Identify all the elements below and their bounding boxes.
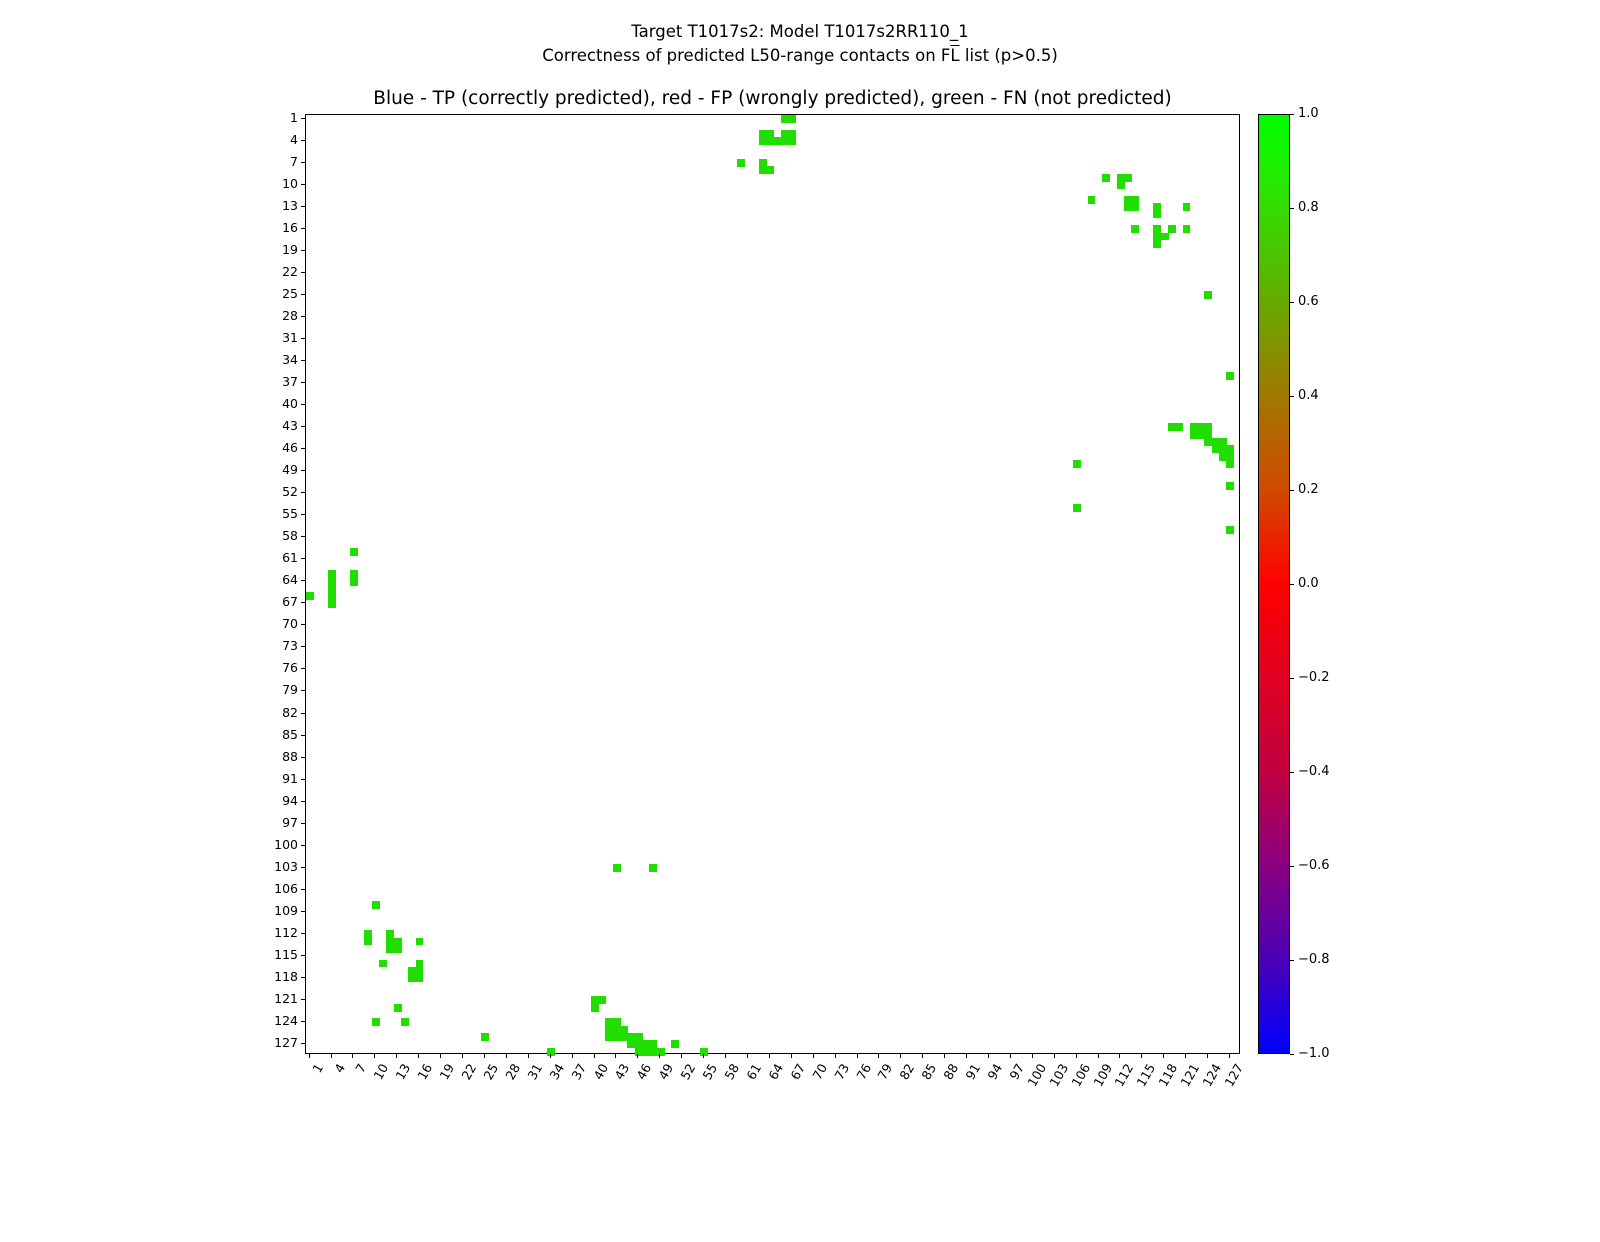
x-tick-label: 85 xyxy=(918,1061,940,1083)
colorbar-tick-label: −0.6 xyxy=(1298,858,1330,873)
contact-cell xyxy=(416,974,424,982)
y-tick-mark xyxy=(301,889,305,890)
x-tick-label: 115 xyxy=(1133,1061,1159,1090)
contact-cell xyxy=(379,960,387,968)
x-tick-mark xyxy=(1229,1054,1230,1058)
contact-cell xyxy=(1153,210,1161,218)
x-tick-label: 43 xyxy=(611,1061,633,1083)
y-tick-mark xyxy=(301,646,305,647)
y-tick-label: 34 xyxy=(282,352,298,368)
y-tick-mark xyxy=(301,360,305,361)
colorbar-tick-mark xyxy=(1290,866,1294,867)
y-tick-mark xyxy=(301,602,305,603)
x-tick-label: 70 xyxy=(808,1061,830,1083)
x-tick-mark xyxy=(857,1054,858,1058)
colorbar-tick-mark xyxy=(1290,678,1294,679)
y-tick-mark xyxy=(301,558,305,559)
x-tick-label: 112 xyxy=(1111,1061,1137,1090)
x-tick-label: 106 xyxy=(1067,1061,1093,1090)
x-tick-label: 127 xyxy=(1221,1061,1247,1090)
contact-cell xyxy=(1183,203,1191,211)
y-tick-label: 7 xyxy=(290,153,298,169)
y-tick-label: 106 xyxy=(274,880,298,896)
y-tick-label: 88 xyxy=(282,748,298,764)
colorbar-tick-mark xyxy=(1290,208,1294,209)
contact-cell xyxy=(547,1048,555,1056)
y-tick-mark xyxy=(301,118,305,119)
contact-cell xyxy=(328,600,336,608)
x-tick-mark xyxy=(615,1054,616,1058)
y-tick-mark xyxy=(301,470,305,471)
colorbar-tick-mark xyxy=(1290,584,1294,585)
y-tick-mark xyxy=(301,735,305,736)
y-tick-mark xyxy=(301,228,305,229)
y-tick-mark xyxy=(301,955,305,956)
x-tick-mark xyxy=(1032,1054,1033,1058)
y-tick-mark xyxy=(301,713,305,714)
x-tick-mark xyxy=(747,1054,748,1058)
contact-cell xyxy=(364,938,372,946)
x-tick-mark xyxy=(440,1054,441,1058)
contact-map-plot xyxy=(305,114,1240,1054)
x-tick-label: 10 xyxy=(370,1061,392,1083)
contact-cell xyxy=(1161,233,1169,241)
y-tick-mark xyxy=(301,316,305,317)
x-tick-mark xyxy=(528,1054,529,1058)
y-tick-label: 118 xyxy=(274,968,298,984)
x-tick-mark xyxy=(659,1054,660,1058)
suptitle-line-2-pre: Correctness of predicted L50-range contacts on F xyxy=(542,46,951,65)
colorbar-tick-mark xyxy=(1290,490,1294,491)
x-tick-mark xyxy=(878,1054,879,1058)
x-tick-label: 88 xyxy=(940,1061,962,1083)
y-tick-label: 94 xyxy=(282,792,298,808)
y-tick-mark xyxy=(301,250,305,251)
y-tick-label: 28 xyxy=(282,307,298,323)
x-tick-label: 37 xyxy=(567,1061,589,1083)
x-tick-mark xyxy=(944,1054,945,1058)
y-tick-label: 31 xyxy=(282,329,298,345)
y-tick-mark xyxy=(301,184,305,185)
y-tick-label: 58 xyxy=(282,528,298,544)
x-tick-label: 61 xyxy=(743,1061,765,1083)
contact-cell xyxy=(649,864,657,872)
y-tick-label: 43 xyxy=(282,418,298,434)
x-tick-mark xyxy=(703,1054,704,1058)
x-tick-label: 100 xyxy=(1024,1061,1050,1090)
colorbar-tick-label: 0.0 xyxy=(1298,576,1319,591)
contact-cell xyxy=(613,864,621,872)
y-tick-mark xyxy=(301,1043,305,1044)
colorbar-tick-label: 1.0 xyxy=(1298,106,1319,121)
contact-cell xyxy=(1124,174,1132,182)
y-tick-mark xyxy=(301,162,305,163)
colorbar-tick-label: 0.6 xyxy=(1298,294,1319,309)
colorbar-tick-label: 0.4 xyxy=(1298,388,1319,403)
y-tick-label: 46 xyxy=(282,440,298,456)
y-tick-mark xyxy=(301,779,305,780)
contact-cell xyxy=(1073,460,1081,468)
contact-cell xyxy=(350,548,358,556)
y-tick-label: 121 xyxy=(274,990,298,1006)
x-tick-label: 118 xyxy=(1155,1061,1181,1090)
x-tick-label: 28 xyxy=(502,1061,524,1083)
x-tick-label: 34 xyxy=(546,1061,567,1083)
contact-cell xyxy=(700,1048,708,1056)
x-tick-mark xyxy=(506,1054,507,1058)
y-tick-mark xyxy=(301,382,305,383)
colorbar-tick-mark xyxy=(1290,772,1294,773)
contact-cell xyxy=(1175,423,1183,431)
y-tick-label: 70 xyxy=(282,616,298,632)
x-tick-label: 67 xyxy=(787,1061,809,1083)
colorbar-tick-label: −0.2 xyxy=(1298,670,1330,685)
x-tick-label: 25 xyxy=(480,1061,502,1083)
x-tick-label: 124 xyxy=(1199,1061,1225,1090)
y-tick-mark xyxy=(301,668,305,669)
contact-cell xyxy=(1153,240,1161,248)
x-tick-mark xyxy=(922,1054,923,1058)
x-tick-mark xyxy=(1141,1054,1142,1058)
y-tick-mark xyxy=(301,448,305,449)
contact-cell xyxy=(1168,225,1176,233)
contact-cell xyxy=(657,1048,665,1056)
y-tick-label: 82 xyxy=(282,704,298,720)
y-tick-mark xyxy=(301,426,305,427)
contact-cell xyxy=(306,592,314,600)
contact-cell xyxy=(788,137,796,145)
y-tick-mark xyxy=(301,1021,305,1022)
contact-cells-layer xyxy=(306,115,1239,1053)
x-tick-label: 55 xyxy=(699,1061,721,1083)
x-tick-label: 121 xyxy=(1177,1061,1203,1090)
y-tick-mark xyxy=(301,272,305,273)
x-tick-mark xyxy=(1119,1054,1120,1058)
y-tick-label: 16 xyxy=(282,219,298,235)
x-tick-label: 16 xyxy=(414,1061,436,1083)
x-tick-mark xyxy=(681,1054,682,1058)
y-tick-mark xyxy=(301,977,305,978)
x-tick-label: 49 xyxy=(655,1061,677,1083)
x-tick-mark xyxy=(396,1054,397,1058)
x-tick-label: 13 xyxy=(392,1061,414,1083)
contact-cell xyxy=(350,578,358,586)
y-tick-label: 22 xyxy=(282,263,298,279)
x-tick-label: 97 xyxy=(1006,1061,1028,1083)
y-tick-label: 73 xyxy=(282,638,298,654)
x-tick-label: 94 xyxy=(984,1061,1006,1083)
axes-title: Blue - TP (correctly predicted), red - FP (wrongly predicted), green - FN (not predicted) xyxy=(373,88,1172,109)
y-tick-label: 97 xyxy=(282,814,298,830)
y-tick-label: 64 xyxy=(282,572,298,588)
x-tick-mark xyxy=(1207,1054,1208,1058)
x-tick-label: 46 xyxy=(633,1061,655,1083)
y-tick-label: 127 xyxy=(274,1034,298,1050)
x-tick-mark xyxy=(1098,1054,1099,1058)
x-tick-label: 58 xyxy=(721,1061,743,1083)
x-tick-label: 19 xyxy=(436,1061,458,1083)
x-tick-mark xyxy=(1076,1054,1077,1058)
contact-cell xyxy=(1131,203,1139,211)
x-tick-mark xyxy=(637,1054,638,1058)
x-tick-mark xyxy=(572,1054,573,1058)
x-tick-label: 64 xyxy=(765,1061,787,1083)
contact-cell xyxy=(671,1040,679,1048)
x-tick-mark xyxy=(725,1054,726,1058)
x-tick-label: 82 xyxy=(896,1061,918,1083)
y-tick-label: 40 xyxy=(282,396,298,412)
y-tick-label: 124 xyxy=(274,1012,298,1028)
y-tick-label: 109 xyxy=(274,902,298,918)
x-tick-mark xyxy=(835,1054,836,1058)
contact-cell xyxy=(416,938,424,946)
contact-cell xyxy=(737,159,745,167)
y-tick-label: 76 xyxy=(282,660,298,676)
y-tick-mark xyxy=(301,492,305,493)
contact-cell xyxy=(481,1033,489,1041)
contact-cell xyxy=(1226,526,1234,534)
y-tick-mark xyxy=(301,338,305,339)
y-tick-mark xyxy=(301,911,305,912)
x-tick-label: 40 xyxy=(589,1061,611,1083)
x-tick-mark xyxy=(1010,1054,1011,1058)
colorbar-tick-label: −1.0 xyxy=(1298,1046,1330,1061)
contact-cell xyxy=(1226,460,1234,468)
x-tick-label: 1 xyxy=(308,1061,326,1076)
colorbar-tick-label: −0.8 xyxy=(1298,952,1330,967)
suptitle-line-2 xyxy=(0,44,1600,68)
y-tick-mark xyxy=(301,801,305,802)
x-tick-label: 4 xyxy=(330,1061,348,1076)
suptitle-line-1: Target T1017s2: Model T1017s2RR110_1 xyxy=(631,22,969,41)
y-tick-label: 79 xyxy=(282,682,298,698)
x-tick-mark xyxy=(1163,1054,1164,1058)
colorbar-tick-label: 0.2 xyxy=(1298,482,1319,497)
x-tick-mark xyxy=(352,1054,353,1058)
x-tick-mark xyxy=(418,1054,419,1058)
x-tick-mark xyxy=(1185,1054,1186,1058)
suptitle-line-2-post: list (p>0.5) xyxy=(959,46,1058,65)
colorbar xyxy=(1258,114,1290,1054)
x-tick-mark xyxy=(813,1054,814,1058)
contact-cell xyxy=(766,166,774,174)
colorbar-tick-mark xyxy=(1290,396,1294,397)
y-tick-label: 4 xyxy=(290,131,298,147)
contact-cell xyxy=(394,1004,402,1012)
y-tick-label: 52 xyxy=(282,484,298,500)
x-tick-label: 52 xyxy=(677,1061,699,1083)
x-tick-label: 91 xyxy=(962,1061,984,1083)
contact-cell xyxy=(598,996,606,1004)
colorbar-tick-mark xyxy=(1290,114,1294,115)
contact-cell xyxy=(1073,504,1081,512)
colorbar-tick-mark xyxy=(1290,960,1294,961)
x-tick-mark xyxy=(900,1054,901,1058)
y-tick-label: 37 xyxy=(282,374,298,390)
y-tick-mark xyxy=(301,404,305,405)
x-tick-mark xyxy=(462,1054,463,1058)
x-tick-mark xyxy=(769,1054,770,1058)
y-tick-label: 10 xyxy=(282,175,298,191)
suptitle-overline-text: $\overline{L}$ xyxy=(950,46,960,65)
colorbar-tick-label: 0.8 xyxy=(1298,200,1319,215)
y-tick-mark xyxy=(301,690,305,691)
contact-cell xyxy=(401,1018,409,1026)
y-tick-mark xyxy=(301,624,305,625)
y-tick-label: 67 xyxy=(282,594,298,610)
y-tick-label: 103 xyxy=(274,858,298,874)
y-tick-mark xyxy=(301,823,305,824)
y-tick-label: 1 xyxy=(290,109,298,125)
x-tick-mark xyxy=(550,1054,551,1058)
y-tick-mark xyxy=(301,867,305,868)
contact-cell xyxy=(1183,225,1191,233)
x-tick-mark xyxy=(594,1054,595,1058)
x-tick-label: 22 xyxy=(458,1061,480,1083)
y-tick-mark xyxy=(301,757,305,758)
x-tick-mark xyxy=(374,1054,375,1058)
contact-cell xyxy=(1117,181,1125,189)
y-tick-label: 100 xyxy=(274,836,298,852)
x-tick-mark xyxy=(309,1054,310,1058)
contact-cell xyxy=(1204,291,1212,299)
x-tick-label: 109 xyxy=(1089,1061,1115,1090)
x-tick-label: 79 xyxy=(874,1061,896,1083)
figure-suptitle xyxy=(0,20,1600,68)
colorbar-tick-label: −0.4 xyxy=(1298,764,1330,779)
x-tick-label: 7 xyxy=(352,1061,370,1076)
y-tick-mark xyxy=(301,206,305,207)
contact-cell xyxy=(394,945,402,953)
y-tick-label: 112 xyxy=(274,924,298,940)
contact-cell xyxy=(1226,482,1234,490)
contact-cell xyxy=(372,901,380,909)
y-tick-mark xyxy=(301,845,305,846)
y-tick-label: 19 xyxy=(282,241,298,257)
contact-cell xyxy=(372,1018,380,1026)
x-tick-mark xyxy=(988,1054,989,1058)
x-tick-mark xyxy=(331,1054,332,1058)
y-tick-label: 85 xyxy=(282,726,298,742)
x-tick-label: 76 xyxy=(852,1061,874,1083)
y-tick-mark xyxy=(301,514,305,515)
y-tick-label: 91 xyxy=(282,770,298,786)
colorbar-tick-mark xyxy=(1290,302,1294,303)
contact-cell xyxy=(788,115,796,123)
x-tick-mark xyxy=(791,1054,792,1058)
y-tick-mark xyxy=(301,580,305,581)
y-tick-mark xyxy=(301,933,305,934)
contact-cell xyxy=(1226,372,1234,380)
x-tick-label: 73 xyxy=(830,1061,852,1083)
y-tick-label: 55 xyxy=(282,506,298,522)
y-tick-label: 13 xyxy=(282,197,298,213)
colorbar-tick-mark xyxy=(1290,1054,1294,1055)
y-tick-mark xyxy=(301,140,305,141)
contact-cell xyxy=(1088,196,1096,204)
x-tick-label: 103 xyxy=(1046,1061,1071,1090)
x-tick-mark xyxy=(1054,1054,1055,1058)
y-tick-label: 25 xyxy=(282,285,298,301)
y-tick-mark xyxy=(301,999,305,1000)
y-tick-label: 49 xyxy=(282,462,298,478)
contact-cell xyxy=(1102,174,1110,182)
y-tick-label: 61 xyxy=(282,550,298,566)
y-tick-mark xyxy=(301,536,305,537)
x-tick-label: 31 xyxy=(524,1061,546,1083)
x-tick-mark xyxy=(484,1054,485,1058)
x-tick-mark xyxy=(966,1054,967,1058)
y-tick-label: 115 xyxy=(274,946,298,962)
contact-cell xyxy=(1131,225,1139,233)
y-tick-mark xyxy=(301,294,305,295)
contact-cell xyxy=(591,1004,599,1012)
